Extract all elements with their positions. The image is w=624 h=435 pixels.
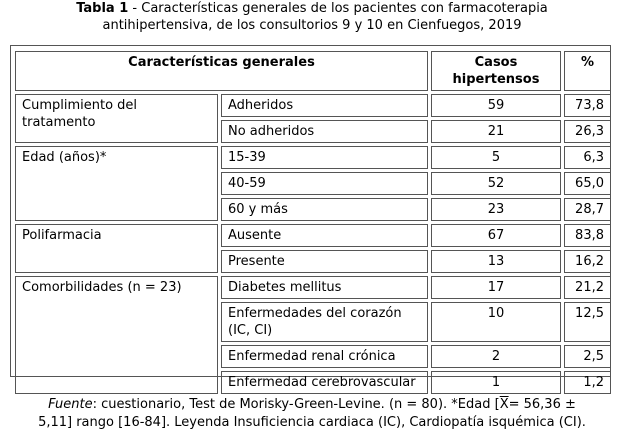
category-line2: (IC, CI) xyxy=(228,323,273,338)
cases-cell: 59 xyxy=(431,94,561,117)
table-caption xyxy=(0,0,624,34)
header-percent: % xyxy=(564,51,611,91)
table-caption-line1: - Características generales de los pacientes con farmacoterapia xyxy=(128,1,548,16)
percent-cell: 2,5 xyxy=(564,345,611,368)
cases-cell: 5 xyxy=(431,146,561,169)
group-label-line1: Cumplimiento del xyxy=(22,98,138,113)
header-cases-line1: Casos xyxy=(474,55,518,70)
category-cell: Enfermedad cerebrovascular xyxy=(221,371,428,394)
table-footnote xyxy=(0,396,624,432)
cases-cell: 21 xyxy=(431,120,561,143)
category-cell: Adheridos xyxy=(221,94,428,117)
cases-cell: 10 xyxy=(431,302,561,342)
category-cell: Enfermedad renal crónica xyxy=(221,345,428,368)
header-row xyxy=(15,51,611,91)
cases-cell: 2 xyxy=(431,345,561,368)
category-cell xyxy=(221,302,428,342)
group-label: Comorbilidades (n = 23) xyxy=(15,276,218,394)
category-cell: Diabetes mellitus xyxy=(221,276,428,299)
cases-cell: 67 xyxy=(431,224,561,247)
percent-cell: 12,5 xyxy=(564,302,611,342)
percent-cell: 1,2 xyxy=(564,371,611,394)
group-label xyxy=(15,94,218,143)
percent-cell: 21,2 xyxy=(564,276,611,299)
footnote-line1: : cuestionario, Test de Morisky-Green-Levine. (n = 80). *Edad [ xyxy=(92,397,500,412)
category-cell: 60 y más xyxy=(221,198,428,221)
cases-cell: 13 xyxy=(431,250,561,273)
percent-cell: 28,7 xyxy=(564,198,611,221)
percent-cell: 73,8 xyxy=(564,94,611,117)
table-caption-line2: antihipertensiva, de los consultorios 9 y 10 en Cienfuegos, 2019 xyxy=(102,18,522,33)
category-cell: Presente xyxy=(221,250,428,273)
cases-cell: 23 xyxy=(431,198,561,221)
table-row xyxy=(15,276,611,299)
footnote-line2: 5,11] rango [16-84]. Leyenda Insuficiencia cardiaca (IC), Cardiopatía isquémica (CI). xyxy=(38,415,586,430)
group-label: Polifarmacia xyxy=(15,224,218,273)
table-row xyxy=(15,146,611,169)
mean-symbol: $\overline{X}$ xyxy=(499,397,509,412)
footnote-line1-tail: = 56,36 ± xyxy=(508,397,576,412)
header-cases-line2: hipertensos xyxy=(452,72,540,87)
percent-cell: 16,2 xyxy=(564,250,611,273)
category-cell: 15-39 xyxy=(221,146,428,169)
header-cases xyxy=(431,51,561,91)
percent-cell: 26,3 xyxy=(564,120,611,143)
characteristics-table xyxy=(12,48,614,397)
category-cell: Ausente xyxy=(221,224,428,247)
footnote-source-label: Fuente xyxy=(48,397,93,412)
percent-cell: 6,3 xyxy=(564,146,611,169)
cases-cell: 17 xyxy=(431,276,561,299)
group-label: Edad (años)* xyxy=(15,146,218,221)
percent-cell: 65,0 xyxy=(564,172,611,195)
category-cell: No adheridos xyxy=(221,120,428,143)
cases-cell: 1 xyxy=(431,371,561,394)
header-characteristics: Características generales xyxy=(15,51,428,91)
table-caption-label: Tabla 1 xyxy=(76,1,129,16)
table-row xyxy=(15,94,611,117)
table-row xyxy=(15,224,611,247)
group-label-line2: tratamento xyxy=(22,115,96,130)
category-cell: 40-59 xyxy=(221,172,428,195)
category-line1: Enfermedades del corazón xyxy=(228,306,402,321)
percent-cell: 83,8 xyxy=(564,224,611,247)
cases-cell: 52 xyxy=(431,172,561,195)
